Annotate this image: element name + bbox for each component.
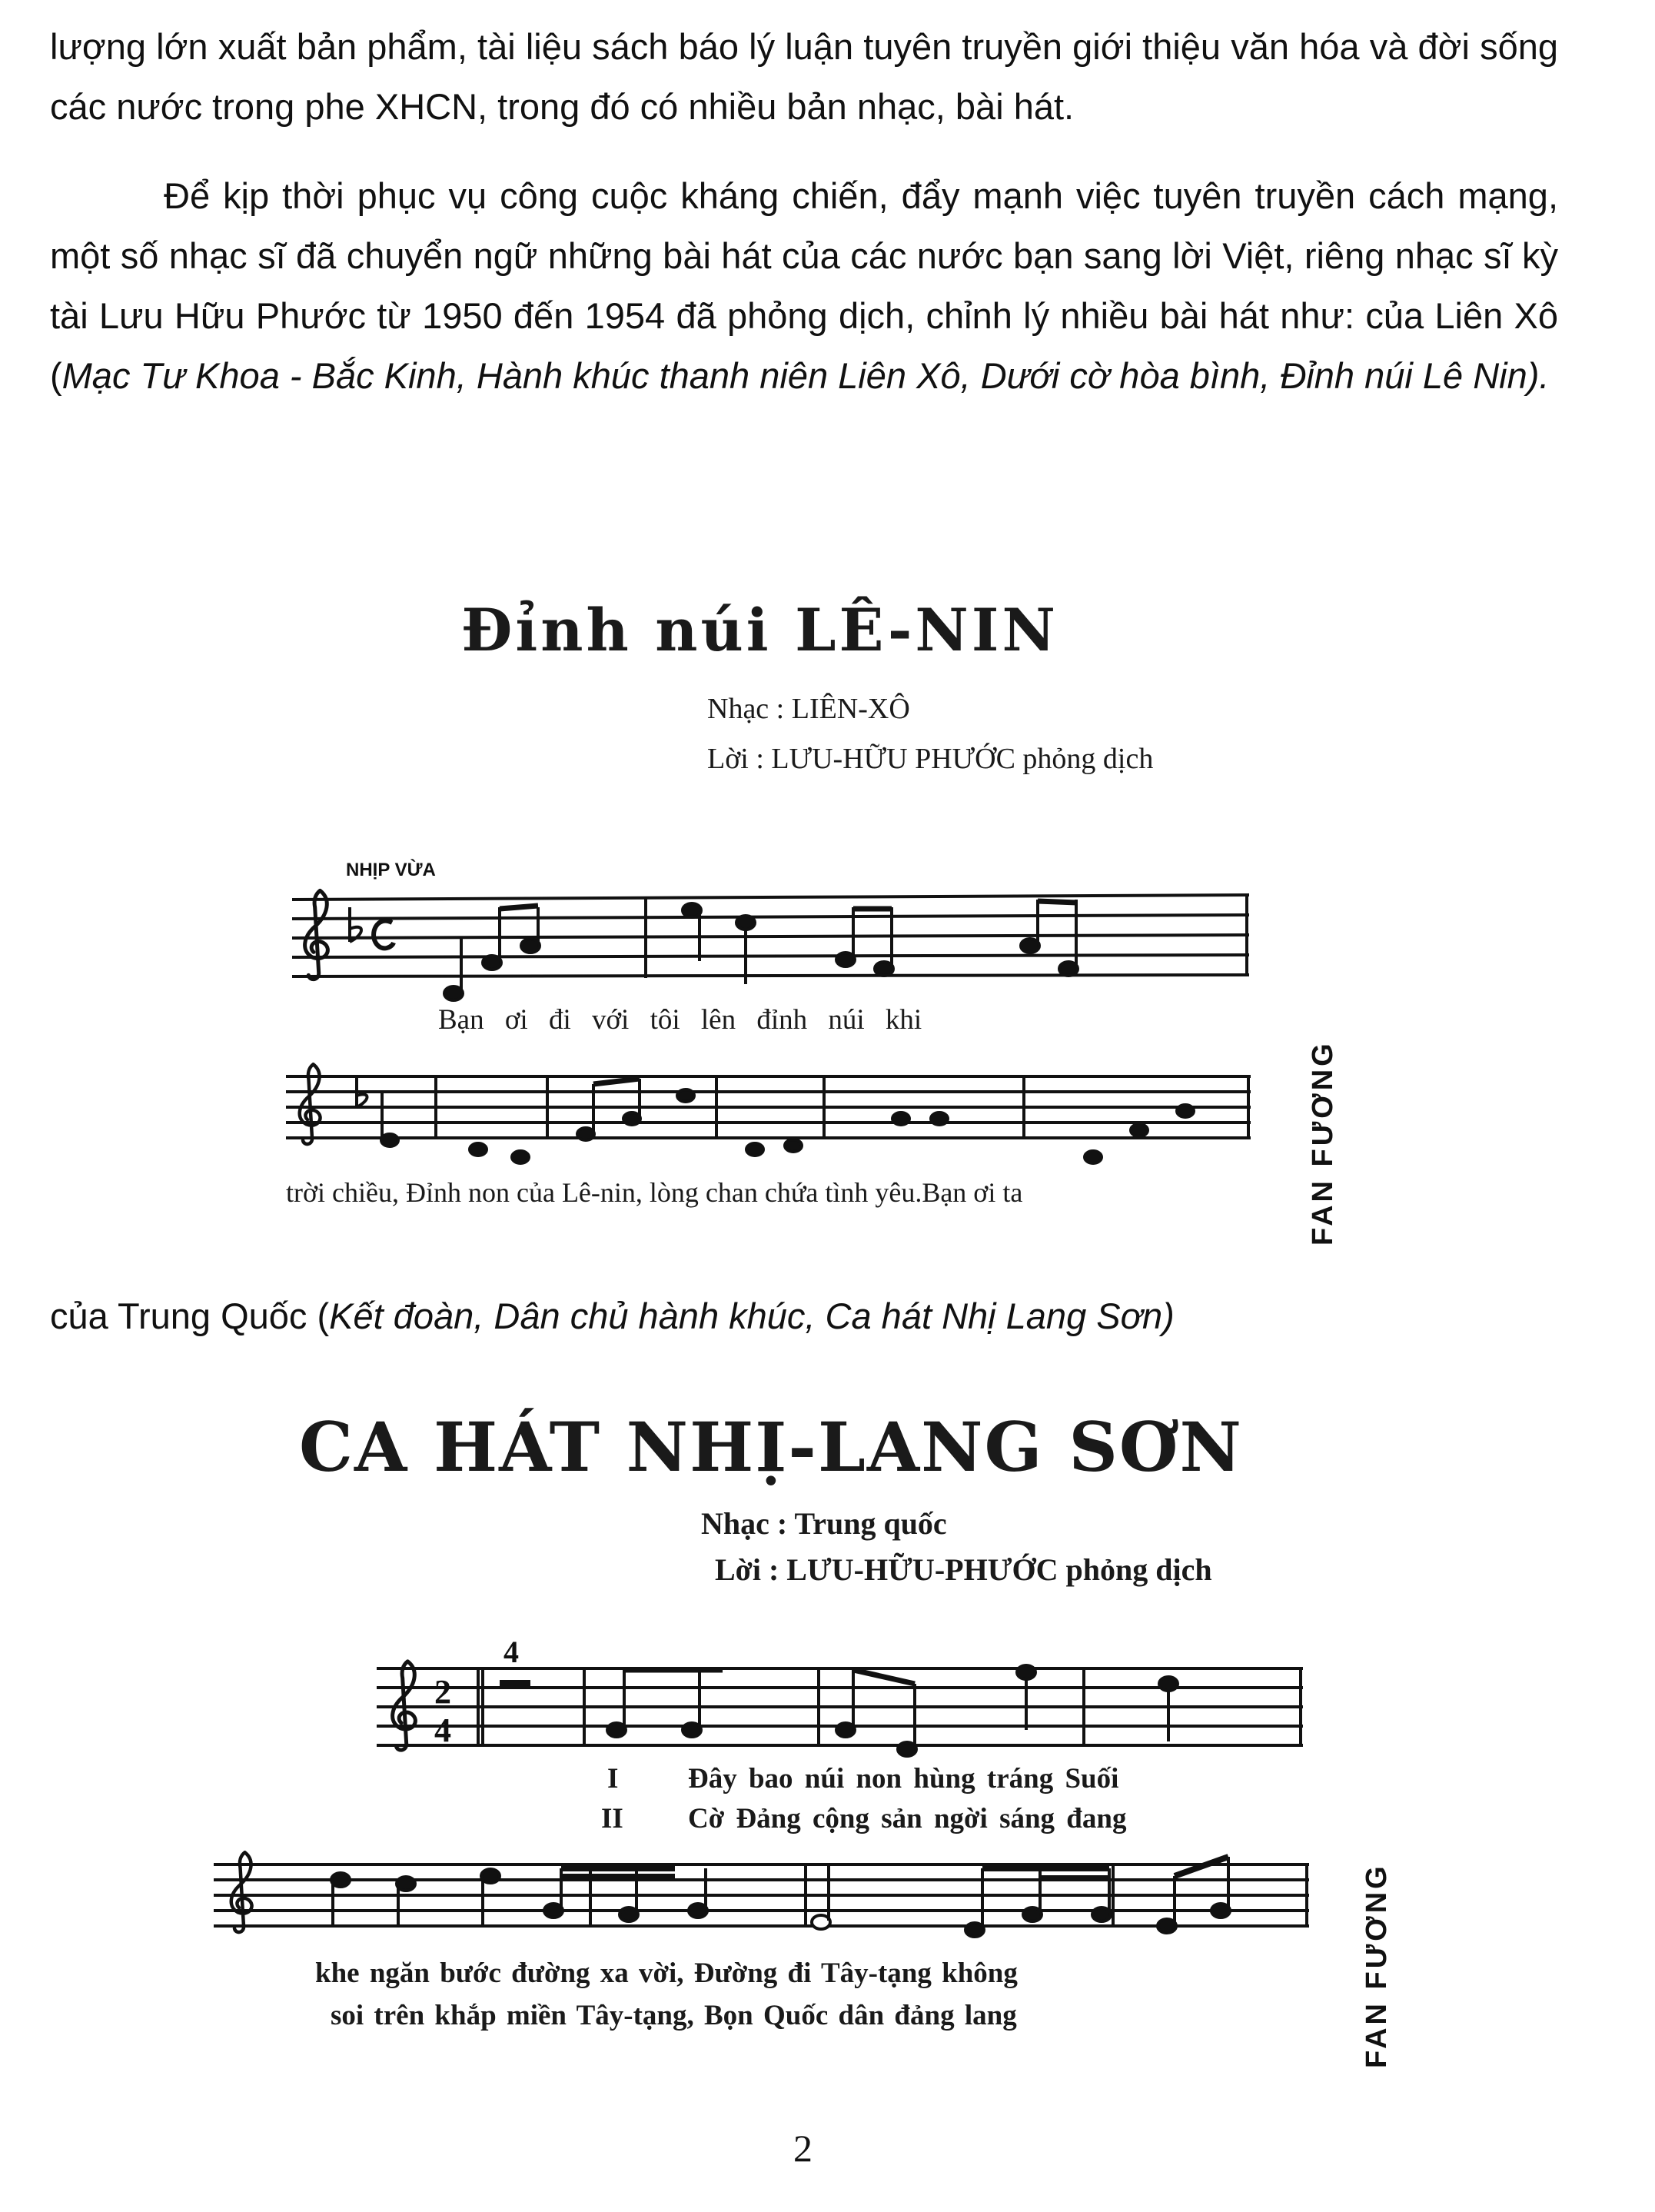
song1-staff-2 <box>286 1073 1255 1173</box>
song2-verse2-line2: soi trên khắp miền Tây-tạng, Bọn Quốc dân đảng lang <box>331 2000 1017 2031</box>
song2-verse2-line1: Cờ Đảng cộng sản ngời sáng đang <box>688 1803 1127 1834</box>
paragraph-text: của Trung Quốc ( <box>50 1296 330 1336</box>
paragraph-text: Để kịp thời phục vụ công cuộc kháng chiến, đẩy mạnh việc tuyên truyền cách mạng, một số nhạc sĩ đã chuyển ngữ những bài hát của các nước bạn sang lời Việt, riêng nhạc sĩ kỳ tài Lưu Hữu Phước từ 1950 đến 1954 đã phỏng dịch, chỉnh lý nhiều bài hát như: của Liên Xô ( <box>50 175 1558 396</box>
paragraph-lieu-huu-phuoc <box>50 166 1558 406</box>
song-list-china: Kết đoàn, Dân chủ hành khúc, Ca hát Nhị Lang Sơn) <box>329 1296 1175 1336</box>
song2-music-credit: Nhạc : Trung quốc <box>701 1506 947 1541</box>
song2-title: CA HÁT NHỊ-LANG SƠN <box>299 1407 1243 1487</box>
time-signature-top: 2 <box>434 1673 451 1711</box>
body-text-top <box>50 17 1558 406</box>
song2-verse1-label: I <box>607 1763 619 1795</box>
song1-lyrics-line-1: Bạn ơi đi với tôi lên đỉnh núi khi <box>438 1004 922 1036</box>
song1-tempo: NHỊP VỪA <box>346 860 436 880</box>
song1-staff-1 <box>292 892 1253 1000</box>
song1-lyrics-credit: Lời : LƯU-HỮU PHƯỚC phỏng dịch <box>707 743 1154 775</box>
song1-title: Đỉnh núi LÊ-NIN <box>461 596 1058 664</box>
treble-clef-icon <box>305 890 328 979</box>
body-text-middle <box>50 1286 1558 1346</box>
repeat-marker: 4 <box>503 1635 519 1669</box>
song2-verse1-line1: Đây bao núi non hùng tráng Suối <box>688 1763 1119 1795</box>
common-time-icon <box>374 921 394 949</box>
song2-verse1-line2: khe ngăn bước đường xa vời, Đường đi Tây-tạng không <box>315 1958 1018 1989</box>
song2-artist-signature: FAN FƯƠNG <box>1361 1863 1393 2068</box>
song1-artist-signature: FAN FƯƠNG <box>1307 1040 1339 1246</box>
paragraph-intro: lượng lớn xuất bản phẩm, tài liệu sách báo lý luận tuyên truyền giới thiệu văn hóa và đời sống các nước trong phe XHCN, trong đó có nhiều bản nhạc, bài hát. <box>50 26 1558 127</box>
song2-staff-2 <box>214 1853 1313 1945</box>
song2-verse2-label: II <box>601 1803 623 1834</box>
song2-lyrics-credit: Lời : LƯU-HỮU-PHƯỚC phỏng dịch <box>715 1552 1212 1587</box>
page-number: 2 <box>793 2127 813 2170</box>
song-list-soviet: Mạc Tư Khoa - Bắc Kinh, Hành khúc thanh niên Liên Xô, Dưới cờ hòa bình, Đỉnh núi Lê Nin). <box>61 355 1550 396</box>
song1-music-credit: Nhạc : LIÊN-XÔ <box>707 693 910 725</box>
song1-lyrics-line-2: trời chiều, Đỉnh non của Lê-nin, lòng chan chứa tình yêu.Bạn ơi ta <box>286 1177 1023 1208</box>
time-signature-bottom: 4 <box>434 1711 451 1749</box>
paragraph-china <box>50 1286 1558 1346</box>
song2-staff-1 <box>377 1635 1307 1761</box>
